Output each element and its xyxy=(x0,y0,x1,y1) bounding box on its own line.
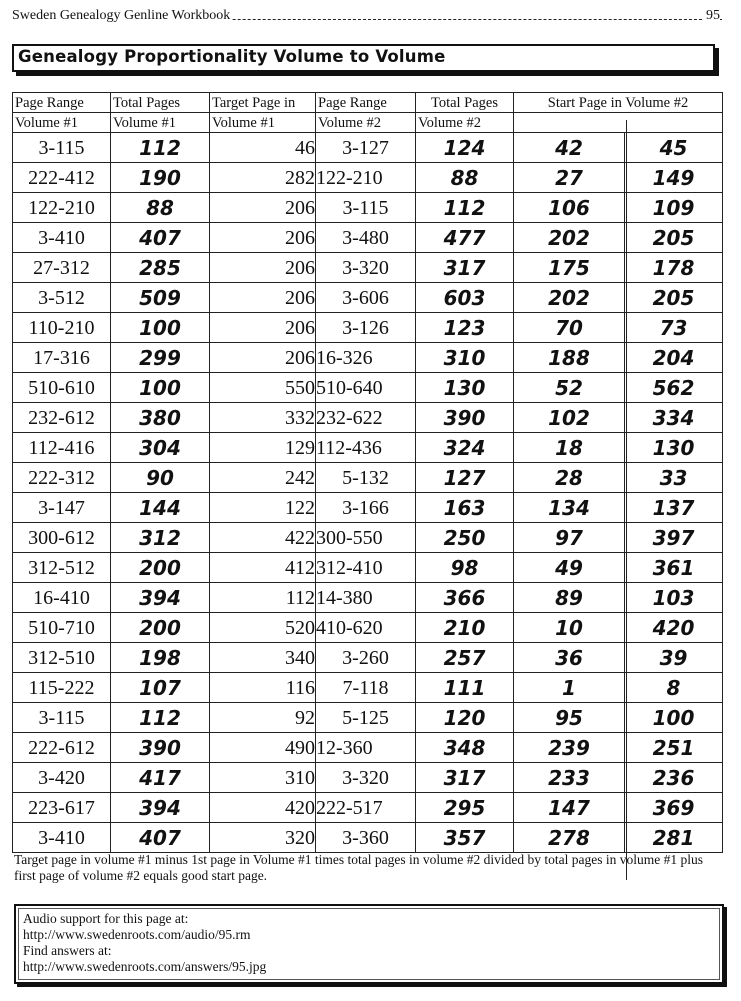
page-range-vol1-cell: 222-612 xyxy=(13,733,111,763)
page-range-vol1-cell: 112-416 xyxy=(13,433,111,463)
start-page-cell: 109 xyxy=(625,193,723,223)
start-page-cell: 130 xyxy=(625,433,723,463)
total-pages-vol2-cell: 88 xyxy=(416,163,514,193)
table-row xyxy=(13,493,723,523)
total-pages-vol2-cell: 127 xyxy=(416,463,514,493)
total-pages-vol1-cell: 107 xyxy=(111,673,210,703)
start-page-cell: 103 xyxy=(625,583,723,613)
calc-offset-cell: 102 xyxy=(514,403,625,433)
col-header-target-page: Target Page in xyxy=(210,93,316,113)
total-pages-vol2-cell: 210 xyxy=(416,613,514,643)
col-subheader-volume-2b: Volume #2 xyxy=(416,113,514,133)
page-range-vol2-cell: 7-118 xyxy=(316,673,416,703)
total-pages-vol1-cell: 407 xyxy=(111,823,210,853)
total-pages-vol1-cell: 144 xyxy=(111,493,210,523)
page-range-vol2-cell: 5-132 xyxy=(316,463,416,493)
total-pages-vol2-cell: 124 xyxy=(416,133,514,163)
target-page-cell: 412 xyxy=(210,553,316,583)
workbook-title: Sweden Genealogy Genline Workbook xyxy=(12,8,231,23)
start-page-cell: 8 xyxy=(625,673,723,703)
page-range-vol1-cell: 3-420 xyxy=(13,763,111,793)
col-header-page-range-2: Page Range xyxy=(316,93,416,113)
table-row xyxy=(13,403,723,433)
table-row xyxy=(13,553,723,583)
target-page-cell: 116 xyxy=(210,673,316,703)
total-pages-vol2-cell: 130 xyxy=(416,373,514,403)
start-page-cell: 73 xyxy=(625,313,723,343)
table-row xyxy=(13,763,723,793)
total-pages-vol1-cell: 417 xyxy=(111,763,210,793)
page-range-vol2-cell: 112-436 xyxy=(316,433,416,463)
calc-offset-cell: 10 xyxy=(514,613,625,643)
total-pages-vol1-cell: 380 xyxy=(111,403,210,433)
total-pages-vol1-cell: 509 xyxy=(111,283,210,313)
total-pages-vol2-cell: 257 xyxy=(416,643,514,673)
table-row xyxy=(13,283,723,313)
target-page-cell: 206 xyxy=(210,223,316,253)
col-subheader-start xyxy=(514,113,723,133)
total-pages-vol1-cell: 390 xyxy=(111,733,210,763)
start-page-cell: 236 xyxy=(625,763,723,793)
col-subheader-volume-1b: Volume #1 xyxy=(111,113,210,133)
answers-link[interactable]: http://www.swedenroots.com/answers/95.jpg xyxy=(23,959,267,974)
page-range-vol2-cell: 3-166 xyxy=(316,493,416,523)
proportionality-table xyxy=(12,92,723,853)
total-pages-vol1-cell: 285 xyxy=(111,253,210,283)
page-range-vol1-cell: 3-147 xyxy=(13,493,111,523)
page-range-vol2-cell: 410-620 xyxy=(316,613,416,643)
start-page-cell: 45 xyxy=(625,133,723,163)
total-pages-vol1-cell: 200 xyxy=(111,553,210,583)
page-range-vol2-cell: 3-260 xyxy=(316,643,416,673)
table-row xyxy=(13,673,723,703)
target-page-cell: 282 xyxy=(210,163,316,193)
total-pages-vol2-cell: 163 xyxy=(416,493,514,523)
total-pages-vol1-cell: 90 xyxy=(111,463,210,493)
table-row xyxy=(13,643,723,673)
total-pages-vol1-cell: 88 xyxy=(111,193,210,223)
start-page-cell: 281 xyxy=(625,823,723,853)
divider-line xyxy=(626,120,627,880)
total-pages-vol2-cell: 366 xyxy=(416,583,514,613)
start-page-cell: 39 xyxy=(625,643,723,673)
formula-footnote: Target page in volume #1 minus 1st page in Volume #1 times total pages in volume #2 divided by total pages in volume #1 plus first page of volume #2 equals good start page. xyxy=(14,852,703,883)
total-pages-vol2-cell: 477 xyxy=(416,223,514,253)
banner-title: Genealogy Proportionality Volume to Volume xyxy=(18,47,446,66)
calc-offset-cell: 278 xyxy=(514,823,625,853)
page-range-vol2-cell: 3-360 xyxy=(316,823,416,853)
page-range-vol1-cell: 510-710 xyxy=(13,613,111,643)
start-page-cell: 33 xyxy=(625,463,723,493)
total-pages-vol1-cell: 112 xyxy=(111,133,210,163)
start-page-cell: 100 xyxy=(625,703,723,733)
page-range-vol1-cell: 3-115 xyxy=(13,703,111,733)
total-pages-vol2-cell: 324 xyxy=(416,433,514,463)
start-page-cell: 137 xyxy=(625,493,723,523)
page-range-vol2-cell: 3-127 xyxy=(316,133,416,163)
start-page-cell: 562 xyxy=(625,373,723,403)
page-range-vol2-cell: 312-410 xyxy=(316,553,416,583)
page-range-vol1-cell: 222-312 xyxy=(13,463,111,493)
page-range-vol2-cell: 16-326 xyxy=(316,343,416,373)
target-page-cell: 206 xyxy=(210,283,316,313)
calc-offset-cell: 188 xyxy=(514,343,625,373)
col-header-page-range-1: Page Range xyxy=(13,93,111,113)
start-page-cell: 361 xyxy=(625,553,723,583)
total-pages-vol1-cell: 407 xyxy=(111,223,210,253)
start-page-cell: 420 xyxy=(625,613,723,643)
table-row xyxy=(13,373,723,403)
table-row xyxy=(13,823,723,853)
target-page-cell: 242 xyxy=(210,463,316,493)
table-row xyxy=(13,313,723,343)
total-pages-vol2-cell: 348 xyxy=(416,733,514,763)
start-page-cell: 251 xyxy=(625,733,723,763)
total-pages-vol2-cell: 120 xyxy=(416,703,514,733)
total-pages-vol2-cell: 390 xyxy=(416,403,514,433)
calc-offset-cell: 202 xyxy=(514,283,625,313)
page-range-vol1-cell: 312-510 xyxy=(13,643,111,673)
total-pages-vol1-cell: 112 xyxy=(111,703,210,733)
page-range-vol1-cell: 110-210 xyxy=(13,313,111,343)
page-range-vol2-cell: 3-606 xyxy=(316,283,416,313)
target-page-cell: 112 xyxy=(210,583,316,613)
total-pages-vol1-cell: 394 xyxy=(111,793,210,823)
page-range-vol2-cell: 5-125 xyxy=(316,703,416,733)
target-page-cell: 206 xyxy=(210,193,316,223)
total-pages-vol1-cell: 100 xyxy=(111,373,210,403)
col-header-start-page: Start Page in Volume #2 xyxy=(514,93,723,113)
start-page-cell: 397 xyxy=(625,523,723,553)
start-page-cell: 178 xyxy=(625,253,723,283)
target-page-cell: 520 xyxy=(210,613,316,643)
target-page-cell: 92 xyxy=(210,703,316,733)
audio-label: Audio support for this page at: xyxy=(23,911,189,926)
page-range-vol2-cell: 3-320 xyxy=(316,763,416,793)
target-page-cell: 422 xyxy=(210,523,316,553)
table-row xyxy=(13,193,723,223)
calc-offset-cell: 36 xyxy=(514,643,625,673)
table-row xyxy=(13,223,723,253)
calc-offset-cell: 28 xyxy=(514,463,625,493)
page-range-vol2-cell: 232-622 xyxy=(316,403,416,433)
page-range-vol1-cell: 300-612 xyxy=(13,523,111,553)
total-pages-vol1-cell: 312 xyxy=(111,523,210,553)
table-row xyxy=(13,583,723,613)
calc-offset-cell: 42 xyxy=(514,133,625,163)
total-pages-vol2-cell: 295 xyxy=(416,793,514,823)
calc-offset-cell: 202 xyxy=(514,223,625,253)
col-header-total-pages-1: Total Pages xyxy=(111,93,210,113)
page-header xyxy=(12,8,722,28)
table-row xyxy=(13,463,723,493)
header-row-2 xyxy=(13,113,723,133)
target-page-cell: 340 xyxy=(210,643,316,673)
calc-offset-cell: 70 xyxy=(514,313,625,343)
target-page-cell: 320 xyxy=(210,823,316,853)
page-range-vol2-cell: 3-320 xyxy=(316,253,416,283)
total-pages-vol2-cell: 310 xyxy=(416,343,514,373)
page-range-vol1-cell: 3-410 xyxy=(13,823,111,853)
page-range-vol2-cell: 222-517 xyxy=(316,793,416,823)
start-page-cell: 205 xyxy=(625,223,723,253)
page-range-vol1-cell: 222-412 xyxy=(13,163,111,193)
total-pages-vol2-cell: 317 xyxy=(416,253,514,283)
target-page-cell: 206 xyxy=(210,343,316,373)
section-banner xyxy=(12,44,715,72)
start-page-cell: 369 xyxy=(625,793,723,823)
col-subheader-volume-1a: Volume #1 xyxy=(13,113,111,133)
start-page-cell: 204 xyxy=(625,343,723,373)
calc-offset-cell: 147 xyxy=(514,793,625,823)
calc-offset-cell: 49 xyxy=(514,553,625,583)
page-range-vol2-cell: 14-380 xyxy=(316,583,416,613)
audio-link[interactable]: http://www.swedenroots.com/audio/95.rm xyxy=(23,927,251,942)
total-pages-vol1-cell: 198 xyxy=(111,643,210,673)
col-subheader-volume-1c: Volume #1 xyxy=(210,113,316,133)
calc-offset-cell: 27 xyxy=(514,163,625,193)
total-pages-vol1-cell: 299 xyxy=(111,343,210,373)
page-range-vol1-cell: 3-115 xyxy=(13,133,111,163)
page-range-vol1-cell: 510-610 xyxy=(13,373,111,403)
page-range-vol2-cell: 3-480 xyxy=(316,223,416,253)
page-range-vol1-cell: 223-617 xyxy=(13,793,111,823)
calc-offset-cell: 95 xyxy=(514,703,625,733)
page-range-vol2-cell: 12-360 xyxy=(316,733,416,763)
calc-offset-cell: 97 xyxy=(514,523,625,553)
page-range-vol2-cell: 3-126 xyxy=(316,313,416,343)
target-page-cell: 490 xyxy=(210,733,316,763)
header-row-1 xyxy=(13,93,723,113)
target-page-cell: 550 xyxy=(210,373,316,403)
target-page-cell: 129 xyxy=(210,433,316,463)
table-row xyxy=(13,523,723,553)
start-page-cell: 205 xyxy=(625,283,723,313)
col-subheader-volume-2a: Volume #2 xyxy=(316,113,416,133)
page-range-vol1-cell: 17-316 xyxy=(13,343,111,373)
calc-offset-cell: 89 xyxy=(514,583,625,613)
total-pages-vol2-cell: 111 xyxy=(416,673,514,703)
page-range-vol1-cell: 232-612 xyxy=(13,403,111,433)
table-row xyxy=(13,253,723,283)
page-range-vol1-cell: 16-410 xyxy=(13,583,111,613)
table-row xyxy=(13,133,723,163)
target-page-cell: 420 xyxy=(210,793,316,823)
page-range-vol1-cell: 312-512 xyxy=(13,553,111,583)
start-page-cell: 334 xyxy=(625,403,723,433)
table-row xyxy=(13,793,723,823)
calc-offset-cell: 1 xyxy=(514,673,625,703)
calc-offset-cell: 134 xyxy=(514,493,625,523)
calc-offset-cell: 175 xyxy=(514,253,625,283)
total-pages-vol1-cell: 304 xyxy=(111,433,210,463)
target-page-cell: 206 xyxy=(210,313,316,343)
start-page-cell: 149 xyxy=(625,163,723,193)
target-page-cell: 332 xyxy=(210,403,316,433)
page-range-vol1-cell: 27-312 xyxy=(13,253,111,283)
table-row xyxy=(13,613,723,643)
table-row xyxy=(13,163,723,193)
total-pages-vol1-cell: 200 xyxy=(111,613,210,643)
calc-offset-cell: 106 xyxy=(514,193,625,223)
page-range-vol1-cell: 115-222 xyxy=(13,673,111,703)
total-pages-vol2-cell: 357 xyxy=(416,823,514,853)
page-range-vol1-cell: 122-210 xyxy=(13,193,111,223)
target-page-cell: 310 xyxy=(210,763,316,793)
calc-offset-cell: 18 xyxy=(514,433,625,463)
table-row xyxy=(13,703,723,733)
total-pages-vol2-cell: 98 xyxy=(416,553,514,583)
total-pages-vol2-cell: 250 xyxy=(416,523,514,553)
page-range-vol2-cell: 122-210 xyxy=(316,163,416,193)
table-row xyxy=(13,343,723,373)
table-row xyxy=(13,733,723,763)
calc-offset-cell: 239 xyxy=(514,733,625,763)
total-pages-vol1-cell: 394 xyxy=(111,583,210,613)
page-range-vol1-cell: 3-410 xyxy=(13,223,111,253)
page-range-vol1-cell: 3-512 xyxy=(13,283,111,313)
col-header-total-pages-2: Total Pages xyxy=(416,93,514,113)
total-pages-vol1-cell: 190 xyxy=(111,163,210,193)
page-range-vol2-cell: 300-550 xyxy=(316,523,416,553)
total-pages-vol1-cell: 100 xyxy=(111,313,210,343)
target-page-cell: 46 xyxy=(210,133,316,163)
total-pages-vol2-cell: 123 xyxy=(416,313,514,343)
total-pages-vol2-cell: 317 xyxy=(416,763,514,793)
table-row xyxy=(13,433,723,463)
page-range-vol2-cell: 510-640 xyxy=(316,373,416,403)
target-page-cell: 122 xyxy=(210,493,316,523)
total-pages-vol2-cell: 112 xyxy=(416,193,514,223)
audio-support-box xyxy=(14,904,724,984)
page-range-vol2-cell: 3-115 xyxy=(316,193,416,223)
calc-offset-cell: 233 xyxy=(514,763,625,793)
target-page-cell: 206 xyxy=(210,253,316,283)
answers-label: Find answers at: xyxy=(23,943,112,958)
total-pages-vol2-cell: 603 xyxy=(416,283,514,313)
calc-offset-cell: 52 xyxy=(514,373,625,403)
page-number: 95 xyxy=(706,8,720,23)
